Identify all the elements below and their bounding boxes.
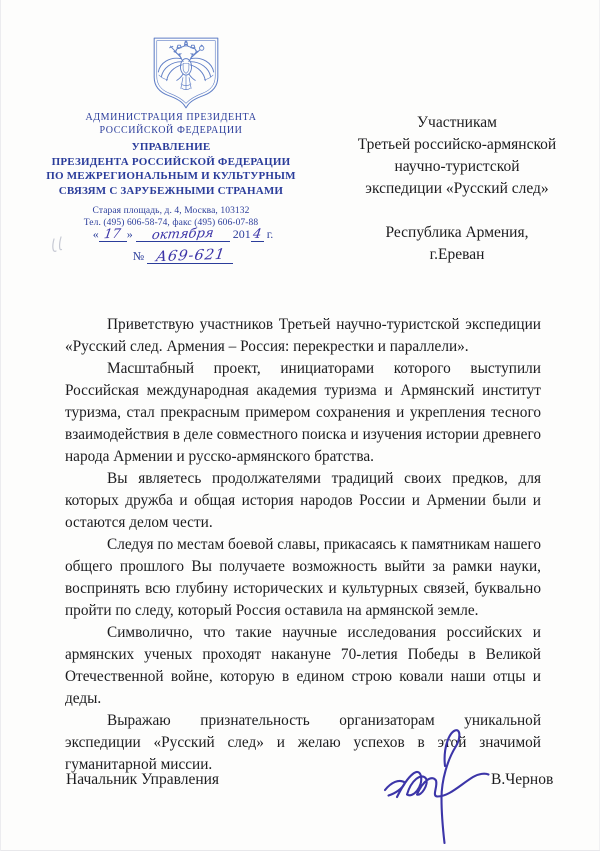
addressee-line: научно-туристской [394, 158, 520, 175]
handwritten-year-digit: 4 [251, 226, 263, 243]
year-digit-field [251, 228, 264, 242]
paragraph: Следуя по местам боевой славы, прикасаясь к памятникам нашего общего прошлого Вы получаете возможность выйти за рамки науки, воспринять всю глубину исторических и культурных связей, буквально пройти по следу, который Россия оставила на армянской земле. [65, 536, 541, 619]
russian-coat-of-arms-icon [147, 36, 225, 110]
signer-name: В.Чернов [491, 771, 554, 788]
addressee-location [333, 222, 581, 266]
year-suffix: г. [266, 227, 274, 241]
handwritten-month: октября [150, 225, 215, 244]
dept-line3: ПО МЕЖРЕГИОНАЛЬНЫМ И КУЛЬТУРНЫМ [46, 170, 296, 182]
phone-fax: Тел. (495) 606-58-74, факс (495) 606-07-88 [83, 218, 259, 228]
number-sign: № [132, 249, 145, 263]
paragraph: Вы являетесь продолжателями традиций своих предков, для которых дружба и общая история народов России и Армении были и остаются делом чести. [65, 470, 541, 531]
addressee-line: Третьей российско-армянской [357, 136, 557, 153]
signer-position-title: Начальник Управления [66, 771, 220, 788]
month-field [136, 225, 230, 244]
paragraph: Масштабный проект, инициаторами которого выступили Российская международная академия туризма и Армянский институт туризма, стал прекрасным примером сохранения и укрепления тесного взаимодействия в деле совместного поиска и изучения истории древнего народа Армении и русско-армянского братства. [65, 360, 541, 465]
addressee-lines [333, 112, 581, 200]
dept-line2: ПРЕЗИДЕНТА РОССИЙСКОЙ ФЕДЕРАЦИИ [51, 155, 291, 168]
handwritten-signature-icon [375, 716, 505, 848]
addressee-block [333, 112, 581, 266]
day-field [99, 228, 127, 242]
paragraph: Выражаю признательность организаторам уникальной экспедиции «Русский след» и желаю успехов в этой значимой гуманитарной миссии. [65, 712, 541, 773]
letter-body [65, 314, 541, 776]
dept-line1: УПРАВЛЕНИЕ [131, 141, 211, 153]
org-name-line1: АДМИНИСТРАЦИЯ ПРЕЗИДЕНТА [85, 112, 257, 123]
dept-line4: СВЯЗЯМ С ЗАРУБЕЖНЫМИ СТРАНАМИ [58, 184, 284, 197]
year-printed: 201 [232, 227, 251, 241]
number-field [147, 246, 233, 266]
letterhead [35, 111, 307, 229]
open-quote: « [92, 227, 99, 241]
location-line: г.Ереван [429, 246, 485, 263]
paragraph: Символично, что такие научные исследования российских и армянских ученых проходят накануне 70-летия Победы в Великой Отечественной войне, которую в едином строю ковали наши отцы и деды. [65, 624, 541, 707]
postal-address: Старая площадь, д. 4, Москва, 103132 [92, 206, 250, 216]
number-line [52, 246, 314, 266]
org-name-line2: РОССИЙСКОЙ ФЕДЕРАЦИИ [99, 125, 243, 136]
handwritten-number: А69-621 [154, 246, 227, 266]
addressee-line: Участникам [417, 114, 497, 131]
location-line: Республика Армения, [385, 224, 529, 241]
addressee-line: экспедиции «Русский след» [365, 180, 549, 197]
paragraph: Приветствую участников Третьей научно-туристской экспедиции «Русский след. Армения – Россия: перекрестки и параллели». [65, 316, 541, 355]
department-name [35, 140, 307, 198]
close-quote: » [126, 227, 133, 241]
handwritten-day: 17 [103, 226, 123, 243]
date-line [52, 227, 314, 242]
